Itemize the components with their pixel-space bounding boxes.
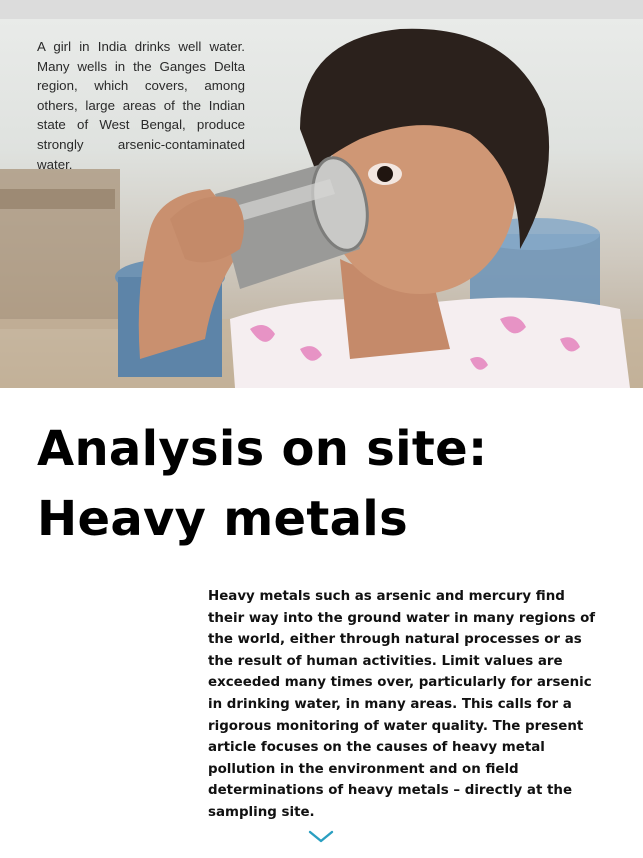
article-title-line-2: Heavy metals [37,491,408,547]
photo-caption: A girl in India drinks well water. Many wells in the Ganges Delta region, which covers, among others, large areas of the Indian state of West Bengal, produce strongly arsenic-contaminated water. [37,39,245,172]
article-lead: Heavy metals such as arsenic and mercury find their way into the ground water in many regions of the world, either through natural processes or as the result of human activities. Limit values are exceeded many times over, particularly for arsenic in drinking water, in many areas. This calls for a rigorous monitoring of water quality. The present article focuses on the causes of heavy metal pollution in the environment and on field determinations of heavy metals – directly at the sampling site. [208,589,596,820]
article-title [37,414,617,554]
article-title-line-1: Analysis on site: [37,421,488,477]
chevron-down-icon-glyph [307,828,335,844]
top-bar [0,0,643,19]
header-photo [0,19,643,388]
chevron-down-icon[interactable] [307,828,335,844]
